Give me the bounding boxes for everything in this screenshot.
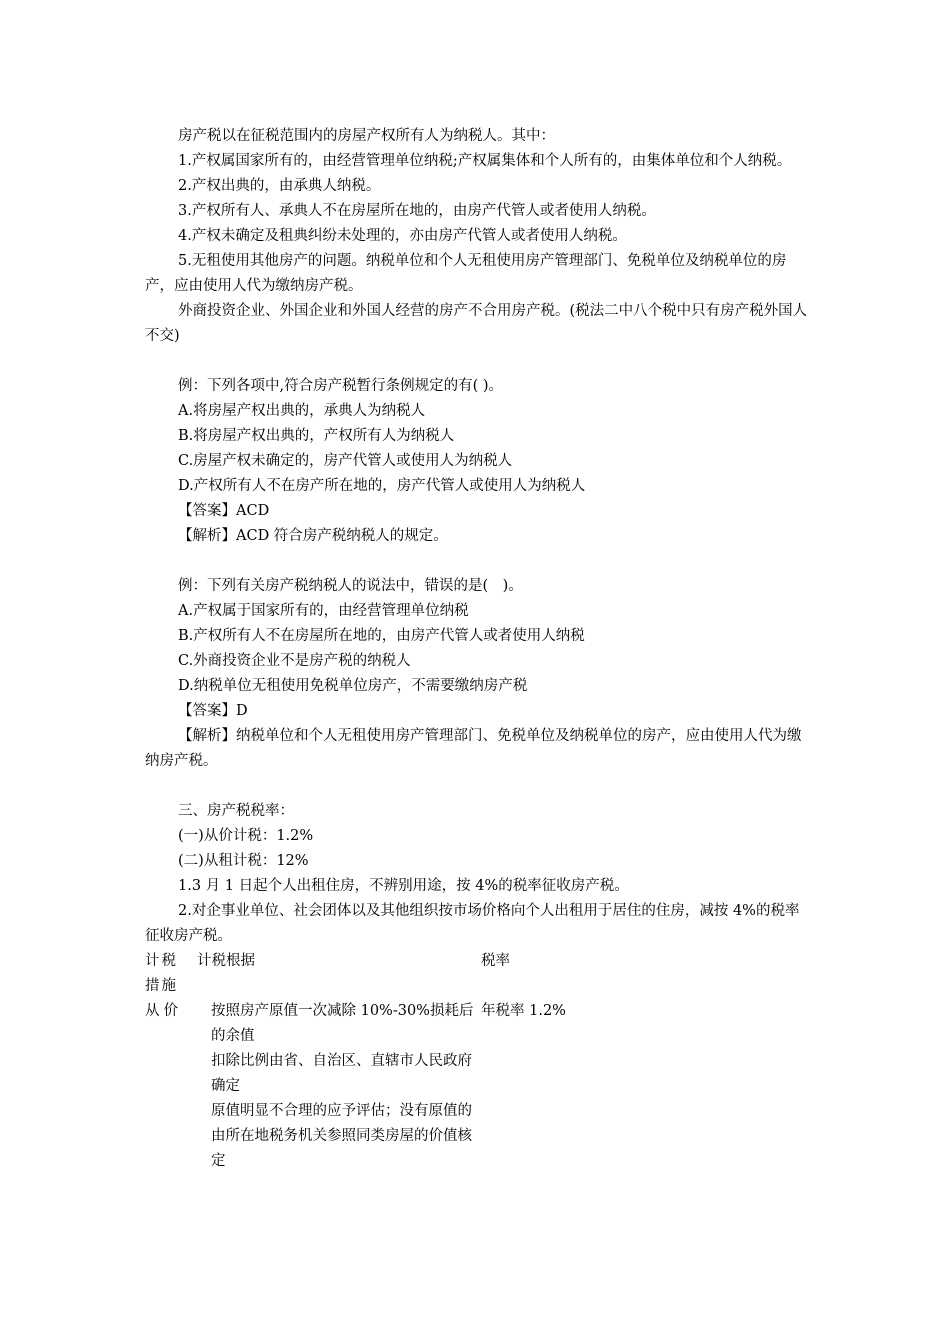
example-option: C.外商投资企业不是房产税的纳税人 <box>178 653 411 669</box>
rate-item: (一)从价计税：1.2% <box>178 828 314 844</box>
table-cell-method: 从价 <box>145 1003 182 1019</box>
table-row <box>145 1049 808 1099</box>
rates-section <box>145 799 808 949</box>
example-block <box>145 574 808 774</box>
example-analysis: 【解析】ACD 符合房产税纳税人的规定。 <box>178 528 448 544</box>
table-header-rate: 税率 <box>481 953 510 969</box>
example-analysis: 【解析】纳税单位和个人无租使用房产管理部门、免税单位及纳税单位的房产，应由使用人代为缴纳房产税。 <box>145 728 802 769</box>
paragraph: 外商投资企业、外国企业和外国人经营的房产不合用房产税。(税法二中八个税中只有房产税外国人不交) <box>145 303 808 344</box>
paragraph: 1.产权属国家所有的，由经营管理单位纳税;产权属集体和个人所有的，由集体单位和个人纳税。 <box>178 153 792 169</box>
table-cell-rate: 年税率 1.2% <box>481 1003 566 1019</box>
example-option: B.将房屋产权出典的，产权所有人为纳税人 <box>178 428 455 444</box>
section-heading: 三、房产税税率： <box>178 803 294 819</box>
document-body <box>145 124 808 1174</box>
paragraph: 3.产权所有人、承典人不在房屋所在地的，由房产代管人或者使用人纳税。 <box>178 203 656 219</box>
paragraph: 5.无租使用其他房产的问题。纳税单位和个人无租使用房产管理部门、免税单位及纳税单位的房产，应由使用人代为缴纳房产税。 <box>145 253 787 294</box>
table-header-method: 计税措施 <box>145 953 178 994</box>
spacer <box>145 549 808 574</box>
example-question: 例：下列有关房产税纳税人的说法中，错误的是( )。 <box>178 578 523 594</box>
example-option: D.纳税单位无租使用免税单位房产，不需要缴纳房产税 <box>178 678 528 694</box>
paragraph: 4.产权未确定及租典纠纷未处理的，亦由房产代管人或者使用人纳税。 <box>178 228 627 244</box>
example-option: A.产权属于国家所有的，由经营管理单位纳税 <box>178 603 469 619</box>
table-cell-basis: 原值明显不合理的应予评估；没有原值的由所在地税务机关参照同类房屋的价值核定 <box>211 1103 472 1169</box>
example-block <box>145 374 808 549</box>
table-cell-basis: 扣除比例由省、自治区、直辖市人民政府确定 <box>211 1053 472 1094</box>
example-option: B.产权所有人不在房屋所在地的，由房产代管人或者使用人纳税 <box>178 628 585 644</box>
rate-item: 1.3 月 1 日起个人出租住房，不辨别用途，按 4%的税率征收房产税。 <box>178 878 629 894</box>
spacer <box>145 349 808 374</box>
paragraph: 2.产权出典的，由承典人纳税。 <box>178 178 381 194</box>
rate-item: (二)从租计税：12% <box>178 853 309 869</box>
table-row <box>145 999 808 1049</box>
table-header-row <box>145 949 808 999</box>
rate-table <box>145 949 808 1174</box>
example-option: A.将房屋产权出典的，承典人为纳税人 <box>178 403 426 419</box>
table-row <box>145 1099 808 1174</box>
table-header-basis: 计税根据 <box>197 953 255 969</box>
example-option: D.产权所有人不在房产所在地的，房产代管人或使用人为纳税人 <box>178 478 586 494</box>
example-option: C.房屋产权未确定的，房产代管人或使用人为纳税人 <box>178 453 513 469</box>
rate-item: 2.对企事业单位、社会团体以及其他组织按市场价格向个人出租用于居住的住房，减按 4%的税率征收房产税。 <box>145 903 800 944</box>
example-answer: 【答案】ACD <box>178 503 270 519</box>
spacer <box>145 774 808 799</box>
example-answer: 【答案】D <box>178 703 248 719</box>
paragraph: 房产税以在征税范围内的房屋产权所有人为纳税人。其中： <box>178 128 555 144</box>
table-cell-basis: 按照房产原值一次减除 10%-30%损耗后的余值 <box>211 1003 474 1044</box>
example-question: 例：下列各项中,符合房产税暂行条例规定的有( )。 <box>178 378 504 394</box>
